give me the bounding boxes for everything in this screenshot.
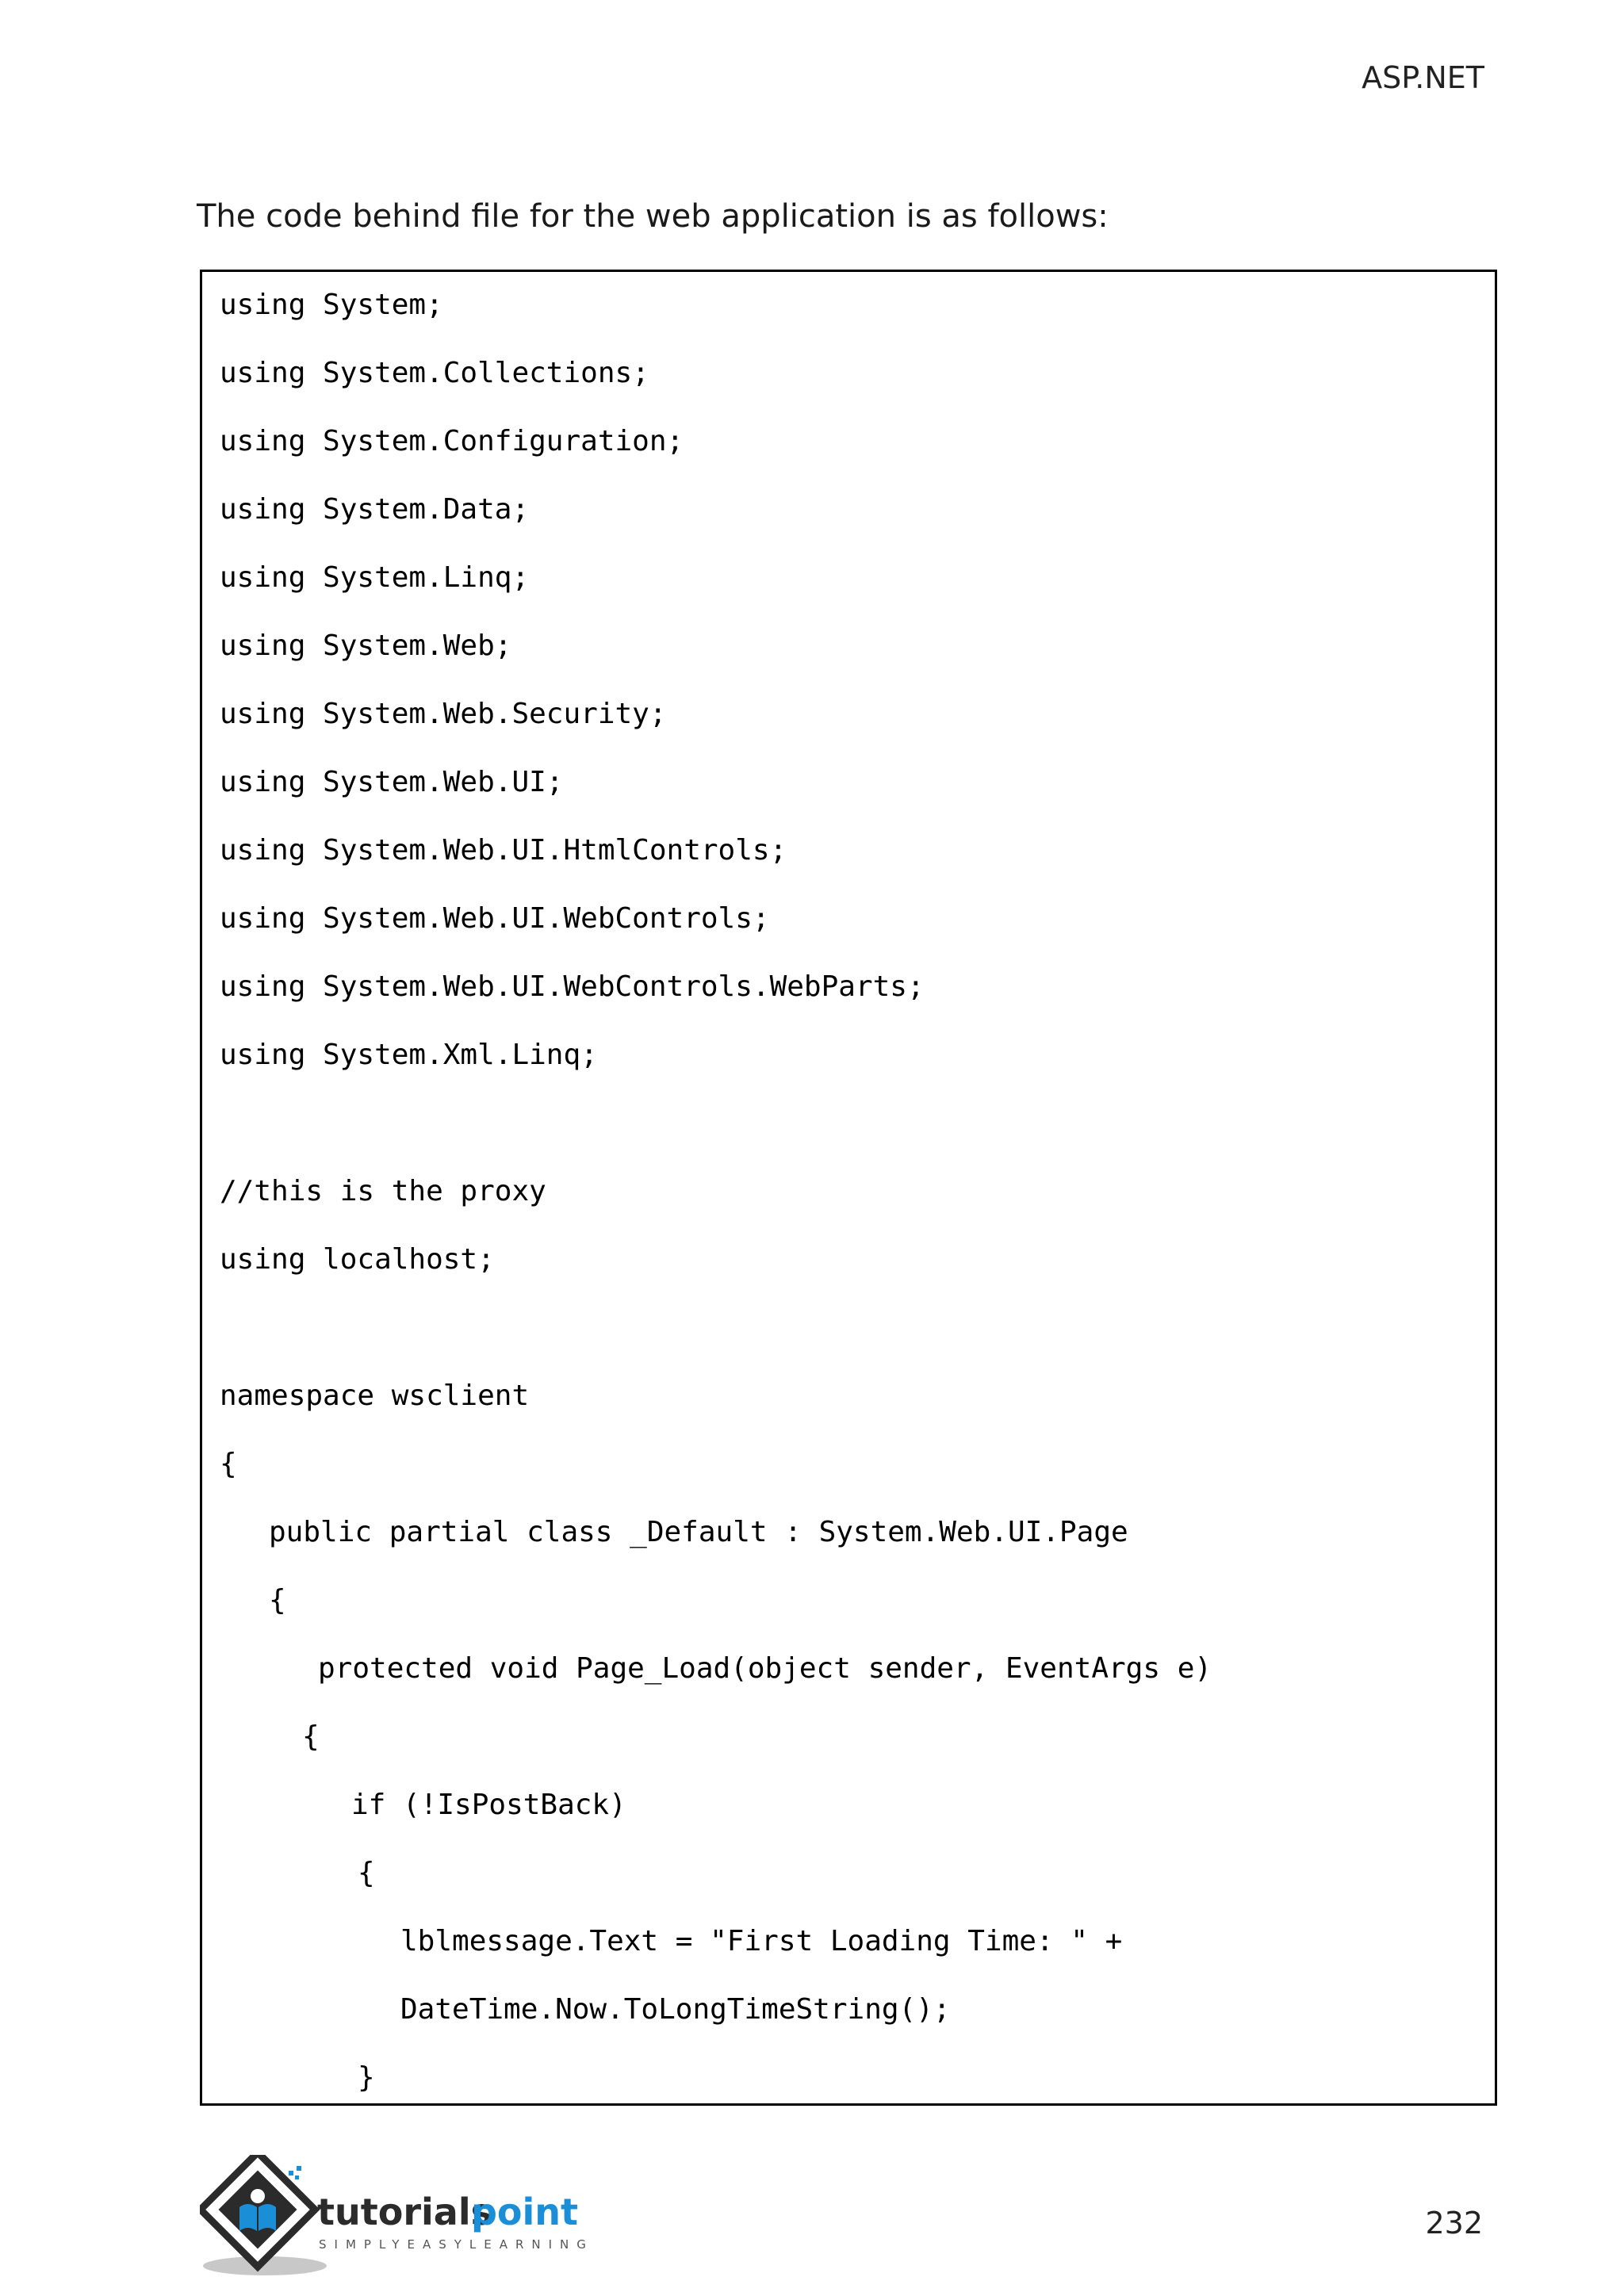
code-line: using System.Web.UI.WebControls.WebParts; [220, 970, 925, 1003]
code-line: DateTime.Now.ToLongTimeString(); [400, 1993, 951, 2026]
code-line: { [358, 1857, 375, 1889]
code-line: { [269, 1584, 286, 1617]
running-header-title: ASP.NET [1362, 60, 1484, 95]
logo-graphic-icon [200, 2155, 612, 2282]
code-line: } [358, 2061, 375, 2094]
logo-tagline: SIMPLYEASYLEARNING [319, 2237, 594, 2252]
code-line: using localhost; [220, 1243, 495, 1276]
page-number: 232 [1425, 2206, 1483, 2241]
code-line: using System.Web.UI.WebControls; [220, 902, 770, 935]
code-line: using System.Web; [220, 629, 512, 662]
code-line: using System.Web.UI.HtmlControls; [220, 834, 787, 867]
code-line: using System.Web.UI; [220, 766, 564, 798]
tutorialspoint-logo [200, 2155, 612, 2282]
code-line: lblmessage.Text = "First Loading Time: " + [400, 1925, 1123, 1957]
code-line: if (!IsPostBack) [351, 1789, 626, 1821]
code-line: using System.Linq; [220, 561, 530, 594]
code-line: { [220, 1448, 237, 1480]
code-line: protected void Page_Load(object sender, EventArgs e) [318, 1652, 1212, 1685]
code-line: using System.Collections; [220, 357, 649, 389]
code-line: using System.Configuration; [220, 425, 684, 457]
code-comment: //this is the proxy [220, 1175, 546, 1207]
code-line: { [302, 1720, 320, 1753]
code-line: using System.Web.Security; [220, 698, 667, 730]
logo-wordmark-tutorials: tutorials [317, 2191, 492, 2233]
code-line: using System.Data; [220, 493, 530, 526]
logo-wordmark-point: point [471, 2191, 579, 2233]
code-line: using System.Xml.Linq; [220, 1039, 598, 1071]
intro-paragraph: The code behind file for the web application is as follows: [197, 198, 1109, 235]
code-line: public partial class _Default : System.Web.UI.Page [269, 1516, 1128, 1548]
code-line: using System; [220, 289, 443, 321]
code-line: namespace wsclient [220, 1380, 530, 1412]
code-block [200, 270, 1497, 2106]
